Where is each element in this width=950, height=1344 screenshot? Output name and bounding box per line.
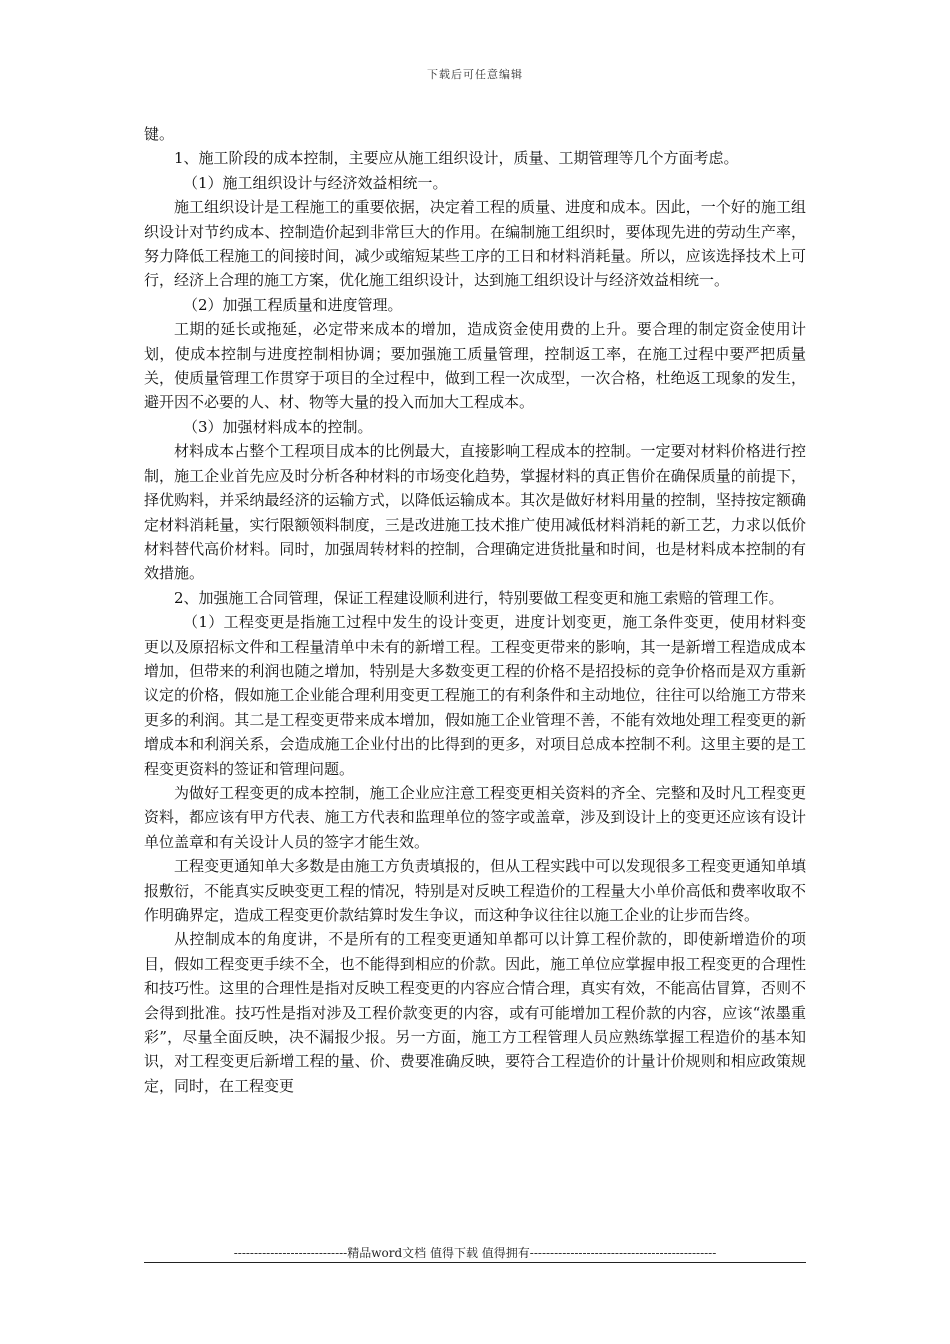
footer-divider (144, 1262, 806, 1263)
paragraph: 工程变更通知单大多数是由施工方负责填报的，但从工程实践中可以发现很多工程变更通知单填报敷衍，不能真实反映变更工程的情况，特别是对反映工程造价的工程量大小单价高低和费率收取不作明确界定，造成工程变更价款结算时发生争议，而这种争议往往以施工企业的让步而告终。 (144, 857, 806, 924)
section-heading-1: 1、施工阶段的成本控制，主要应从施工组织设计，质量、工期管理等几个方面考虑。 (174, 149, 739, 168)
subheading-3: （3）加强材料成本的控制。 (183, 417, 373, 436)
paragraph: 从控制成本的角度讲，不是所有的工程变更通知单都可以计算工程价款的，即使新增造价的项目，假如工程变更手续不全，也不能得到相应的价款。因此，施工单位应掌握申报工程变更的合理性和技巧性。这里的合理性是指对反映工程变更的内容应合情合理，真实有效，不能高估冒算，否则不会得到批准。技巧性是指对涉及工程价款变更的内容，或有可能增加工程价款的内容，应该“浓墨重彩”，尽量全面反映，决不漏报少报。另一方面，施工方工程管理人员应熟练掌握工程造价的基本知识，对工程变更后新增工程的量、价、费要准确反映，要符合工程造价的计量计价规则和相应政策规定，同时，在工程变更 (144, 930, 806, 1095)
document-body (144, 122, 806, 1098)
paragraph-continuation: 键。 (144, 125, 175, 143)
paragraph: 材料成本占整个工程项目成本的比例最大，直接影响工程成本的控制。一定要对材料价格进行控制，施工企业首先应及时分析各种材料的市场变化趋势，掌握材料的真正售价在确保质量的前提下，择优购料，并采纳最经济的运输方式，以降低运输成本。其次是做好材料用量的控制，坚持按定额确定材料消耗量，实行限额领料制度，三是改进施工技术推广使用减低材料消耗的新工艺，力求以低价材料替代高价材料。同时，加强周转材料的控制，合理确定进货批量和时间，也是材料成本控制的有效措施。 (144, 442, 806, 583)
page-footer: ----------------------------精品word文档 值得下载 值得拥有---------------------------------------------- (233, 1246, 717, 1260)
paragraph-item-1: （1）工程变更是指施工过程中发生的设计变更，进度计划变更，施工条件变更，使用材料变更以及原招标文件和工程量清单中未有的新增工程。工程变更带来的影响，其一是新增工程造成成本增加，但带来的利润也随之增加，特别是大多数变更工程的价格不是招投标的竞争价格而是双方重新议定的价格，假如施工企业能合理利用变更工程施工的有利条件和主动地位，往往可以给施工方带来更多的利润。其二是工程变更带来成本增加，假如施工企业管理不善，不能有效地处理工程变更的新增成本和利润关系，会造成施工企业付出的比得到的更多，对项目总成本控制不利。这里主要的是工程变更资料的签证和管理问题。 (144, 613, 806, 778)
paragraph: 工期的延长或拖延，必定带来成本的增加，造成资金使用费的上升。要合理的制定资金使用计划，使成本控制与进度控制相协调；要加强施工质量管理，控制返工率，在施工过程中要严把质量关，使质量管理工作贯穿于项目的全过程中，做到工程一次成型，一次合格，杜绝返工现象的发生，避开因不必要的人、材、物等大量的投入而加大工程成本。 (144, 320, 806, 412)
paragraph: 施工组织设计是工程施工的重要依据，决定着工程的质量、进度和成本。因此，一个好的施工组织设计对节约成本、控制造价起到非常巨大的作用。在编制施工组织时，要体现先进的劳动生产率，努力降低工程施工的间接时间，减少或缩短某些工序的工日和材料消耗量。所以，应该选择技术上可行，经济上合理的施工方案，优化施工组织设计，达到施工组织设计与经济效益相统一。 (144, 198, 806, 290)
page-header: 下载后可任意编辑 (427, 68, 523, 81)
paragraph: 为做好工程变更的成本控制，施工企业应注意工程变更相关资料的齐全、完整和及时凡工程变更资料，都应该有甲方代表、施工方代表和监理单位的签字或盖章，涉及到设计上的变更还应该有设计单位盖章和有关设计人员的签字才能生效。 (144, 783, 806, 851)
subheading-1: （1）施工组织设计与经济效益相统一。 (183, 173, 448, 192)
section-heading-2: 2、加强施工合同管理，保证工程建设顺利进行，特别要做工程变更和施工索赔的管理工作。 (174, 588, 784, 607)
subheading-2: （2）加强工程质量和进度管理。 (183, 295, 403, 314)
